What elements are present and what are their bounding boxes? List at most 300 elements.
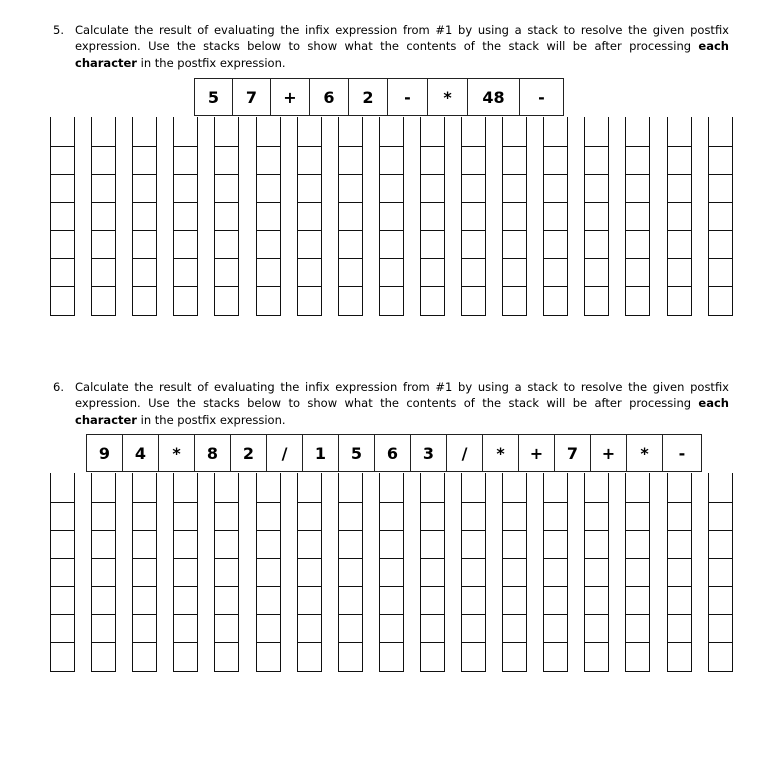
stack-cell[interactable] — [626, 203, 649, 231]
stack-cell[interactable] — [133, 117, 156, 147]
stack-cell[interactable] — [257, 615, 280, 643]
stack-cell[interactable] — [174, 473, 197, 503]
token-box: + — [591, 435, 627, 471]
stack-cell[interactable] — [133, 587, 156, 615]
stack-cell[interactable] — [668, 231, 691, 259]
stack-cell[interactable] — [503, 473, 526, 503]
stack-cell[interactable] — [462, 615, 485, 643]
stack-cell[interactable] — [298, 643, 321, 671]
stack-cell[interactable] — [51, 175, 74, 203]
stack-cell[interactable] — [544, 287, 567, 315]
stack-cell[interactable] — [257, 587, 280, 615]
stack-cell[interactable] — [503, 203, 526, 231]
stack-cell[interactable] — [133, 531, 156, 559]
stack-cell[interactable] — [257, 287, 280, 315]
stack-cell[interactable] — [380, 531, 403, 559]
stack-cell[interactable] — [174, 587, 197, 615]
stack-cell[interactable] — [544, 615, 567, 643]
stack-cell[interactable] — [709, 231, 732, 259]
stack-column — [256, 473, 281, 672]
stack-cell[interactable] — [462, 473, 485, 503]
stack-cell[interactable] — [92, 643, 115, 671]
stack-cell[interactable] — [257, 203, 280, 231]
token-box: * — [428, 79, 468, 115]
stack-cell[interactable] — [668, 503, 691, 531]
stack-cell[interactable] — [215, 587, 238, 615]
stack-cell[interactable] — [421, 147, 444, 175]
stack-cell[interactable] — [215, 531, 238, 559]
stack-cell[interactable] — [380, 203, 403, 231]
stack-cell[interactable] — [544, 203, 567, 231]
token-box: 2 — [349, 79, 388, 115]
stack-cell[interactable] — [503, 615, 526, 643]
stack-column — [667, 473, 692, 672]
question-number: 6. — [53, 380, 64, 394]
stack-cell[interactable] — [421, 559, 444, 587]
stack-cell[interactable] — [544, 643, 567, 671]
token-box: * — [627, 435, 663, 471]
stack-cell[interactable] — [421, 259, 444, 287]
token-box: 4 — [123, 435, 159, 471]
stack-cell[interactable] — [51, 147, 74, 175]
stack-column — [91, 117, 116, 316]
stack-cell[interactable] — [339, 287, 362, 315]
stack-cell[interactable] — [585, 147, 608, 175]
token-box: + — [519, 435, 555, 471]
stack-cell[interactable] — [668, 587, 691, 615]
stack-column — [708, 473, 733, 672]
stack-cell[interactable] — [133, 175, 156, 203]
stack-cell[interactable] — [215, 231, 238, 259]
stack-cell[interactable] — [585, 117, 608, 147]
stack-cell[interactable] — [421, 473, 444, 503]
token-box: * — [159, 435, 195, 471]
stack-cell[interactable] — [174, 559, 197, 587]
stack-cell[interactable] — [585, 175, 608, 203]
stack-cell[interactable] — [585, 531, 608, 559]
stack-column — [420, 473, 445, 672]
stack-cell[interactable] — [51, 643, 74, 671]
question-text — [75, 22, 729, 71]
stack-cell[interactable] — [257, 559, 280, 587]
stack-cell[interactable] — [709, 559, 732, 587]
stack-cell[interactable] — [298, 231, 321, 259]
stack-cell[interactable] — [544, 531, 567, 559]
stack-cell[interactable] — [585, 473, 608, 503]
token-box: - — [678, 443, 686, 463]
stack-cell[interactable] — [503, 559, 526, 587]
stack-grid-q5 — [50, 117, 734, 324]
stack-grid-q6 — [50, 473, 734, 680]
stack-cell[interactable] — [544, 587, 567, 615]
stack-cell[interactable] — [544, 175, 567, 203]
stack-cell[interactable] — [626, 147, 649, 175]
stack-cell[interactable] — [380, 615, 403, 643]
stack-cell[interactable] — [503, 117, 526, 147]
stack-cell[interactable] — [339, 117, 362, 147]
token-box: 8 — [195, 435, 231, 471]
stack-cell[interactable] — [215, 615, 238, 643]
stack-cell[interactable] — [709, 503, 732, 531]
stack-cell[interactable] — [380, 503, 403, 531]
stack-cell[interactable] — [585, 231, 608, 259]
stack-column — [708, 117, 733, 316]
stack-cell[interactable] — [174, 287, 197, 315]
stack-cell[interactable] — [709, 643, 732, 671]
stack-cell[interactable] — [421, 615, 444, 643]
stack-cell[interactable] — [668, 473, 691, 503]
stack-cell[interactable] — [339, 259, 362, 287]
stack-cell[interactable] — [133, 147, 156, 175]
stack-cell[interactable] — [133, 615, 156, 643]
stack-cell[interactable] — [421, 503, 444, 531]
stack-cell[interactable] — [339, 643, 362, 671]
stack-cell[interactable] — [298, 259, 321, 287]
stack-cell[interactable] — [503, 503, 526, 531]
stack-cell[interactable] — [709, 147, 732, 175]
stack-column — [502, 473, 527, 672]
token-box: - — [538, 87, 545, 107]
stack-cell[interactable] — [421, 287, 444, 315]
stack-cell[interactable] — [585, 615, 608, 643]
stack-cell[interactable] — [133, 287, 156, 315]
token-box: 9 — [87, 435, 123, 471]
question-text-part: in the postfix expression. — [136, 412, 286, 427]
stack-cell[interactable] — [462, 147, 485, 175]
stack-cell[interactable] — [421, 203, 444, 231]
stack-cell[interactable] — [51, 615, 74, 643]
stack-cell[interactable] — [462, 531, 485, 559]
stack-cell[interactable] — [668, 117, 691, 147]
stack-cell[interactable] — [380, 287, 403, 315]
stack-cell[interactable] — [298, 615, 321, 643]
stack-cell[interactable] — [668, 259, 691, 287]
stack-cell[interactable] — [92, 531, 115, 559]
stack-column — [297, 473, 322, 672]
stack-cell[interactable] — [339, 473, 362, 503]
stack-cell[interactable] — [380, 117, 403, 147]
stack-cell[interactable] — [462, 287, 485, 315]
stack-cell[interactable] — [462, 117, 485, 147]
stack-cell[interactable] — [298, 559, 321, 587]
stack-cell[interactable] — [544, 259, 567, 287]
postfix-expression-q5 — [194, 78, 564, 116]
stack-cell[interactable] — [626, 587, 649, 615]
stack-cell[interactable] — [92, 147, 115, 175]
stack-cell[interactable] — [133, 203, 156, 231]
stack-column — [667, 117, 692, 316]
stack-cell[interactable] — [257, 503, 280, 531]
stack-cell[interactable] — [668, 147, 691, 175]
stack-cell[interactable] — [585, 259, 608, 287]
stack-cell[interactable] — [626, 615, 649, 643]
stack-cell[interactable] — [709, 175, 732, 203]
stack-cell[interactable] — [51, 117, 74, 147]
stack-cell[interactable] — [298, 473, 321, 503]
stack-column — [625, 473, 650, 672]
stack-column — [543, 473, 568, 672]
stack-cell[interactable] — [503, 231, 526, 259]
stack-cell[interactable] — [421, 175, 444, 203]
stack-cell[interactable] — [133, 643, 156, 671]
token-box: 7 — [555, 435, 591, 471]
stack-column — [584, 473, 609, 672]
stack-cell[interactable] — [626, 531, 649, 559]
stack-cell[interactable] — [92, 615, 115, 643]
stack-cell[interactable] — [626, 643, 649, 671]
stack-cell[interactable] — [257, 231, 280, 259]
stack-column — [461, 117, 486, 316]
token-box: 48 — [468, 79, 520, 115]
stack-cell[interactable] — [668, 615, 691, 643]
stack-cell[interactable] — [462, 259, 485, 287]
stack-cell[interactable] — [668, 531, 691, 559]
stack-cell[interactable] — [298, 203, 321, 231]
stack-cell[interactable] — [462, 643, 485, 671]
stack-cell[interactable] — [626, 559, 649, 587]
stack-cell[interactable] — [626, 259, 649, 287]
stack-cell[interactable] — [380, 175, 403, 203]
stack-cell[interactable] — [174, 615, 197, 643]
stack-column — [173, 473, 198, 672]
stack-cell[interactable] — [585, 503, 608, 531]
stack-cell[interactable] — [215, 473, 238, 503]
stack-cell[interactable] — [709, 287, 732, 315]
stack-cell[interactable] — [257, 259, 280, 287]
stack-cell[interactable] — [544, 231, 567, 259]
stack-cell[interactable] — [215, 559, 238, 587]
stack-cell[interactable] — [92, 175, 115, 203]
stack-cell[interactable] — [626, 473, 649, 503]
stack-cell[interactable] — [257, 117, 280, 147]
stack-cell[interactable] — [257, 643, 280, 671]
token-box: / — [447, 435, 483, 471]
stack-cell[interactable] — [709, 531, 732, 559]
stack-cell[interactable] — [668, 643, 691, 671]
question-text-part: Calculate the result of evaluating the infix expression from #1 by using a stack to resolve the given postfix expression. Use the stacks below to show what the contents of the stack will be after processing — [75, 380, 729, 411]
stack-cell[interactable] — [215, 147, 238, 175]
stack-column — [132, 473, 157, 672]
stack-cell[interactable] — [92, 559, 115, 587]
stack-column — [214, 473, 239, 672]
stack-column — [379, 117, 404, 316]
question-text-emphasis: each character — [75, 39, 729, 70]
stack-cell[interactable] — [133, 473, 156, 503]
stack-cell[interactable] — [626, 231, 649, 259]
stack-cell[interactable] — [709, 615, 732, 643]
stack-cell[interactable] — [462, 587, 485, 615]
stack-cell[interactable] — [92, 473, 115, 503]
stack-cell[interactable] — [51, 203, 74, 231]
stack-cell[interactable] — [668, 175, 691, 203]
stack-cell[interactable] — [51, 231, 74, 259]
stack-cell[interactable] — [503, 175, 526, 203]
stack-cell[interactable] — [585, 643, 608, 671]
stack-cell[interactable] — [298, 531, 321, 559]
question-number: 5. — [53, 23, 64, 37]
stack-cell[interactable] — [585, 559, 608, 587]
stack-cell[interactable] — [215, 643, 238, 671]
stack-cell[interactable] — [133, 231, 156, 259]
stack-column — [214, 117, 239, 316]
stack-cell[interactable] — [503, 287, 526, 315]
stack-column — [543, 117, 568, 316]
stack-cell[interactable] — [257, 473, 280, 503]
token-box: 1 — [303, 435, 339, 471]
stack-cell[interactable] — [92, 203, 115, 231]
stack-cell[interactable] — [298, 587, 321, 615]
stack-column — [420, 117, 445, 316]
stack-cell[interactable] — [339, 503, 362, 531]
token-box: 5 — [195, 79, 233, 115]
stack-cell[interactable] — [503, 531, 526, 559]
token-box: 3 — [411, 435, 447, 471]
stack-cell[interactable] — [174, 117, 197, 147]
stack-cell[interactable] — [339, 531, 362, 559]
stack-cell[interactable] — [503, 147, 526, 175]
stack-cell[interactable] — [174, 531, 197, 559]
stack-cell[interactable] — [174, 203, 197, 231]
stack-cell[interactable] — [51, 531, 74, 559]
stack-column — [461, 473, 486, 672]
stack-cell[interactable] — [92, 231, 115, 259]
stack-column — [91, 473, 116, 672]
stack-cell[interactable] — [51, 503, 74, 531]
stack-cell[interactable] — [215, 503, 238, 531]
question-text-part: Calculate the result of evaluating the infix expression from #1 by using a stack to resolve the given postfix expression. Use the stacks below to show what the contents of the stack will be after processing — [75, 23, 729, 54]
stack-cell[interactable] — [298, 503, 321, 531]
stack-cell[interactable] — [215, 203, 238, 231]
stack-cell[interactable] — [257, 531, 280, 559]
stack-cell[interactable] — [462, 231, 485, 259]
stack-cell[interactable] — [421, 117, 444, 147]
stack-cell[interactable] — [585, 287, 608, 315]
stack-cell[interactable] — [380, 231, 403, 259]
token-box: / — [267, 435, 303, 471]
stack-cell[interactable] — [421, 531, 444, 559]
stack-cell[interactable] — [133, 559, 156, 587]
postfix-expression-q6 — [86, 434, 702, 472]
stack-cell[interactable] — [503, 643, 526, 671]
stack-cell[interactable] — [709, 587, 732, 615]
stack-cell[interactable] — [51, 473, 74, 503]
stack-column — [502, 117, 527, 316]
stack-cell[interactable] — [133, 503, 156, 531]
stack-cell[interactable] — [544, 147, 567, 175]
stack-cell[interactable] — [544, 503, 567, 531]
question-text — [75, 379, 729, 428]
stack-column — [338, 473, 363, 672]
stack-cell[interactable] — [215, 259, 238, 287]
stack-cell[interactable] — [92, 117, 115, 147]
stack-cell[interactable] — [421, 587, 444, 615]
stack-cell[interactable] — [174, 503, 197, 531]
stack-cell[interactable] — [626, 117, 649, 147]
stack-column — [297, 117, 322, 316]
stack-cell[interactable] — [544, 473, 567, 503]
stack-cell[interactable] — [257, 175, 280, 203]
stack-cell[interactable] — [626, 175, 649, 203]
token-box: 6 — [310, 79, 349, 115]
stack-cell[interactable] — [462, 203, 485, 231]
stack-cell[interactable] — [462, 175, 485, 203]
stack-cell[interactable] — [380, 147, 403, 175]
stack-cell[interactable] — [668, 287, 691, 315]
stack-cell[interactable] — [339, 175, 362, 203]
stack-cell[interactable] — [215, 287, 238, 315]
stack-cell[interactable] — [380, 559, 403, 587]
stack-cell[interactable] — [709, 203, 732, 231]
stack-cell[interactable] — [51, 587, 74, 615]
stack-cell[interactable] — [380, 259, 403, 287]
stack-cell[interactable] — [339, 203, 362, 231]
stack-cell[interactable] — [339, 231, 362, 259]
stack-cell[interactable] — [339, 587, 362, 615]
stack-cell[interactable] — [92, 503, 115, 531]
stack-cell[interactable] — [421, 231, 444, 259]
stack-cell[interactable] — [462, 503, 485, 531]
stack-cell[interactable] — [421, 643, 444, 671]
stack-cell[interactable] — [668, 559, 691, 587]
stack-cell[interactable] — [174, 259, 197, 287]
stack-cell[interactable] — [174, 147, 197, 175]
stack-cell[interactable] — [133, 259, 156, 287]
stack-cell[interactable] — [215, 117, 238, 147]
stack-cell[interactable] — [585, 203, 608, 231]
stack-cell[interactable] — [51, 559, 74, 587]
stack-cell[interactable] — [174, 643, 197, 671]
token-box: 6 — [375, 435, 411, 471]
stack-cell[interactable] — [585, 587, 608, 615]
stack-cell[interactable] — [174, 231, 197, 259]
stack-cell[interactable] — [92, 587, 115, 615]
stack-cell[interactable] — [544, 117, 567, 147]
stack-cell[interactable] — [626, 503, 649, 531]
stack-cell[interactable] — [51, 259, 74, 287]
token-box: - — [388, 79, 428, 115]
stack-cell[interactable] — [709, 117, 732, 147]
stack-cell[interactable] — [380, 473, 403, 503]
stack-cell[interactable] — [380, 643, 403, 671]
stack-cell[interactable] — [668, 203, 691, 231]
stack-cell[interactable] — [339, 559, 362, 587]
token-box: 7 — [233, 79, 271, 115]
stack-cell[interactable] — [92, 259, 115, 287]
stack-column — [338, 117, 363, 316]
stack-cell[interactable] — [339, 615, 362, 643]
stack-cell[interactable] — [51, 287, 74, 315]
stack-cell[interactable] — [626, 287, 649, 315]
stack-cell[interactable] — [298, 117, 321, 147]
stack-cell[interactable] — [462, 559, 485, 587]
stack-cell[interactable] — [339, 147, 362, 175]
stack-cell[interactable] — [215, 175, 238, 203]
stack-cell[interactable] — [544, 559, 567, 587]
stack-cell[interactable] — [257, 147, 280, 175]
stack-cell[interactable] — [298, 287, 321, 315]
stack-cell[interactable] — [380, 587, 403, 615]
stack-cell[interactable] — [709, 473, 732, 503]
stack-cell[interactable] — [174, 175, 197, 203]
stack-cell[interactable] — [503, 587, 526, 615]
stack-cell[interactable] — [709, 259, 732, 287]
stack-column — [584, 117, 609, 316]
stack-cell[interactable] — [503, 259, 526, 287]
stack-cell[interactable] — [298, 175, 321, 203]
stack-cell[interactable] — [298, 147, 321, 175]
question-5 — [53, 22, 729, 71]
stack-cell[interactable] — [92, 287, 115, 315]
